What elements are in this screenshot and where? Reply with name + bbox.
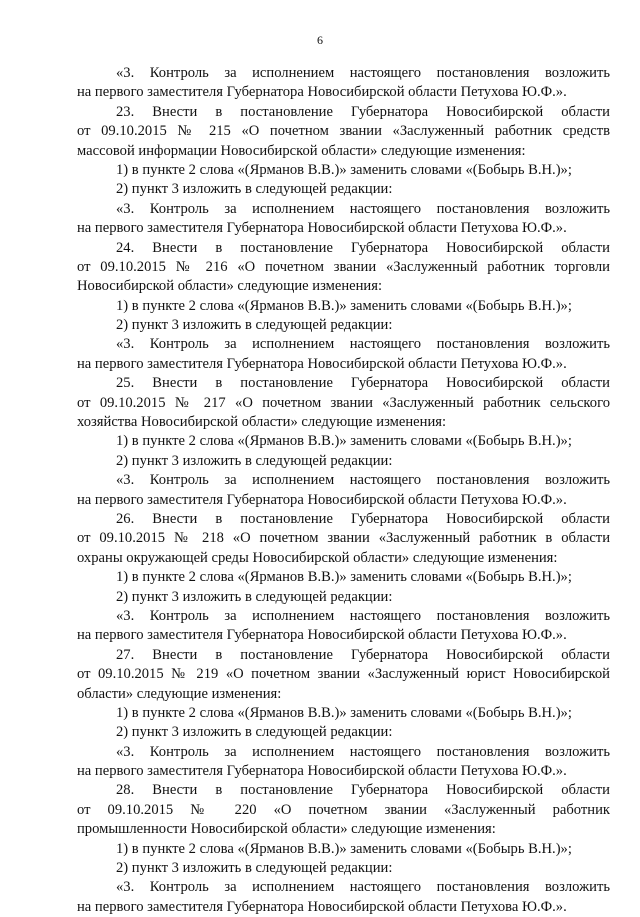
text-line: 2) пункт 3 изложить в следующей редакции: bbox=[116, 860, 393, 877]
text-line: 1) в пункте 2 слова «(Ярманов В.В.)» заменить словами «(Бобырь В.Н.)»; bbox=[116, 569, 572, 586]
text-line: области» следующие изменения: bbox=[77, 685, 282, 702]
text-line: от 09.10.2015 № 215 «О почетном звании «Заслуженный работник средств bbox=[77, 123, 610, 140]
text-line: на первого заместителя Губернатора Новосибирской области Петухова Ю.Ф.». bbox=[77, 763, 567, 780]
text-line: 1) в пункте 2 слова «(Ярманов В.В.)» заменить словами «(Бобырь В.Н.)»; bbox=[116, 704, 572, 721]
text-line: «3. Контроль за исполнением настоящего постановления возложить bbox=[116, 472, 610, 489]
text-line: от 09.10.2015 № 218 «О почетном звании «Заслуженный работник в области bbox=[77, 530, 610, 547]
text-line: «3. Контроль за исполнением настоящего постановления возложить bbox=[116, 65, 610, 81]
text-line: 1) в пункте 2 слова «(Ярманов В.В.)» заменить словами «(Бобырь В.Н.)»; bbox=[116, 433, 572, 450]
text-line: на первого заместителя Губернатора Новосибирской области Петухова Ю.Ф.». bbox=[77, 627, 567, 644]
text-line: охраны окружающей среды Новосибирской области» следующие изменения: bbox=[77, 549, 558, 566]
text-line: массовой информации Новосибирской области» следующие изменения: bbox=[77, 142, 526, 159]
text-line: 1) в пункте 2 слова «(Ярманов В.В.)» заменить словами «(Бобырь В.Н.)»; bbox=[116, 840, 572, 857]
text-line: от 09.10.2015 № 216 «О почетном звании «Заслуженный работник торговли bbox=[77, 258, 610, 275]
text-line: 23. Внести в постановление Губернатора Новосибирской области bbox=[116, 103, 610, 120]
text-line: 2) пункт 3 изложить в следующей редакции: bbox=[116, 724, 393, 741]
text-line: 25. Внести в постановление Губернатора Новосибирской области bbox=[116, 375, 610, 392]
text-line: на первого заместителя Губернатора Новосибирской области Петухова Ю.Ф.». bbox=[77, 355, 567, 372]
document-body bbox=[77, 64, 610, 917]
text-line: «3. Контроль за исполнением настоящего постановления возложить bbox=[116, 743, 610, 760]
text-line: 2) пункт 3 изложить в следующей редакции: bbox=[116, 452, 393, 469]
text-line: на первого заместителя Губернатора Новосибирской области Петухова Ю.Ф.». bbox=[77, 898, 567, 915]
text-line: 2) пункт 3 изложить в следующей редакции: bbox=[116, 181, 393, 198]
text-line: промышленности Новосибирской области» следующие изменения: bbox=[77, 821, 496, 838]
text-line: «3. Контроль за исполнением настоящего постановления возложить bbox=[116, 336, 610, 353]
text-line: на первого заместителя Губернатора Новосибирской области Петухова Ю.Ф.». bbox=[77, 220, 567, 237]
text-line: «3. Контроль за исполнением настоящего постановления возложить bbox=[116, 879, 610, 896]
text-line: от 09.10.2015 № 219 «О почетном звании «Заслуженный юрист Новосибирской bbox=[77, 666, 610, 683]
text-line: на первого заместителя Губернатора Новосибирской области Петухова Ю.Ф.». bbox=[77, 84, 567, 101]
text-line: 24. Внести в постановление Губернатора Новосибирской области bbox=[116, 239, 610, 256]
text-line: Новосибирской области» следующие изменения: bbox=[77, 278, 383, 295]
page-number: 6 bbox=[317, 33, 323, 47]
text-line: «3. Контроль за исполнением настоящего постановления возложить bbox=[116, 200, 610, 217]
text-line: 2) пункт 3 изложить в следующей редакции: bbox=[116, 588, 393, 605]
text-line: 1) в пункте 2 слова «(Ярманов В.В.)» заменить словами «(Бобырь В.Н.)»; bbox=[116, 161, 572, 178]
text-line: от 09.10.2015 № 217 «О почетном звании «Заслуженный работник сельского bbox=[77, 394, 610, 411]
text-line: хозяйства Новосибирской области» следующие изменения: bbox=[77, 414, 447, 431]
text-line: 27. Внести в постановление Губернатора Новосибирской области bbox=[116, 646, 610, 663]
text-line: на первого заместителя Губернатора Новосибирской области Петухова Ю.Ф.». bbox=[77, 491, 567, 508]
text-line: 2) пункт 3 изложить в следующей редакции: bbox=[116, 317, 393, 334]
text-line: 26. Внести в постановление Губернатора Новосибирской области bbox=[116, 510, 610, 527]
text-line: от 09.10.2015 № 220 «О почетном звании «Заслуженный работник bbox=[77, 801, 610, 818]
text-line: «3. Контроль за исполнением настоящего постановления возложить bbox=[116, 607, 610, 624]
text-line: 28. Внести в постановление Губернатора Новосибирской области bbox=[116, 782, 610, 799]
text-line: 1) в пункте 2 слова «(Ярманов В.В.)» заменить словами «(Бобырь В.Н.)»; bbox=[116, 297, 572, 314]
